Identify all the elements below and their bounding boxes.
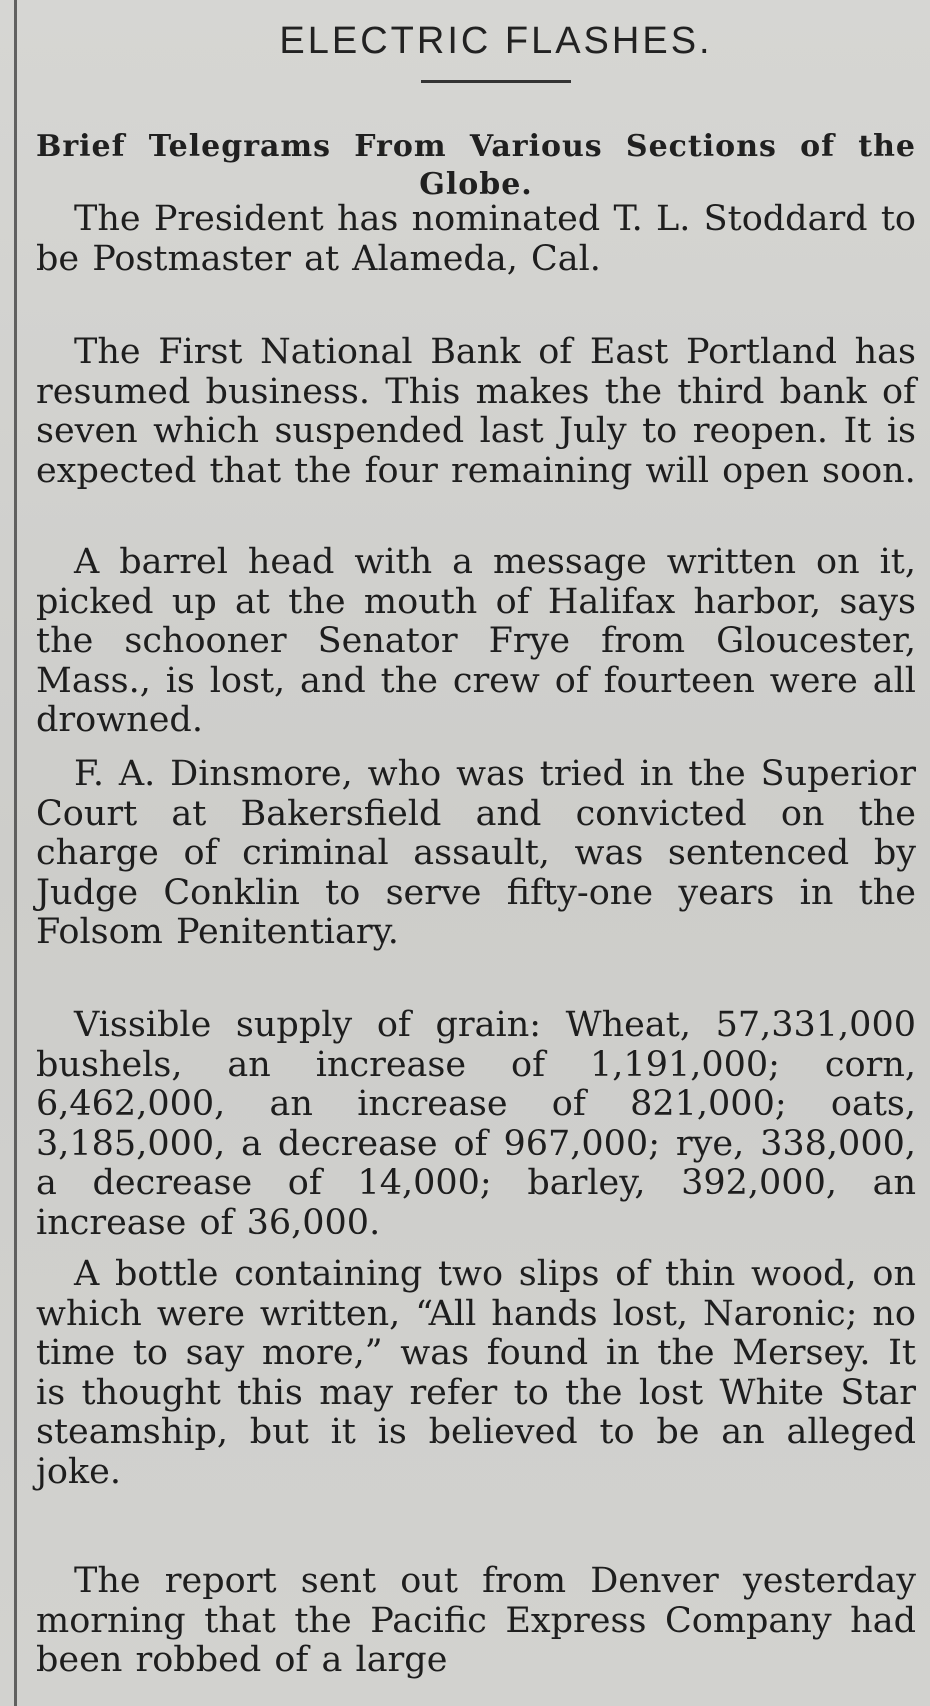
headline-block <box>36 0 916 83</box>
subhead-block <box>36 100 916 204</box>
headline-divider <box>421 80 571 83</box>
article-headline: ELECTRIC FLASHES. <box>279 20 713 62</box>
article-subhead: Brief Telegrams From Various Sections of the Globe. <box>36 129 916 202</box>
column-rule <box>14 0 17 1706</box>
paragraph-postmaster: The President has nominated T. L. Stoddard to be Postmaster at Alameda, Cal. <box>36 199 916 279</box>
paragraph-barrel-head: A barrel head with a message written on it, picked up at the mouth of Halifax harbor, says the schooner Senator Frye from Gloucester, Mass., is lost, and the crew of fourteen were all drowned. <box>36 542 916 740</box>
paragraph-bottle: A bottle containing two slips of thin wood, on which were written, “All hands lost, Naronic; no time to say more,” was found in the Mersey. It is thought this may refer to the lost White Star steamship, but it is believed to be an alleged joke. <box>36 1254 916 1492</box>
paragraph-bank: The First National Bank of East Portland has resumed business. This makes the third bank of seven which suspended last July to reopen. It is expected that the four remaining will open soon. <box>36 332 916 491</box>
paragraph-dinsmore: F. A. Dinsmore, who was tried in the Superior Court at Bakersfield and convicted on the charge of criminal assault, was sentenced by Judge Conklin to serve fifty-one years in the Folsom Penitentiary. <box>36 754 916 952</box>
paragraph-grain-supply: Vissible supply of grain: Wheat, 57,331,000 bushels, an increase of 1,191,000; corn, 6,462,000, an increase of 821,000; oats, 3,185,000, a decrease of 967,000; rye, 338,000, a decrease of 14,000; barley, 392,000, an increase of 36,000. <box>36 1005 916 1243</box>
paragraph-denver-report: The report sent out from Denver yesterday morning that the Pacific Express Company had been robbed of a large <box>36 1561 916 1680</box>
